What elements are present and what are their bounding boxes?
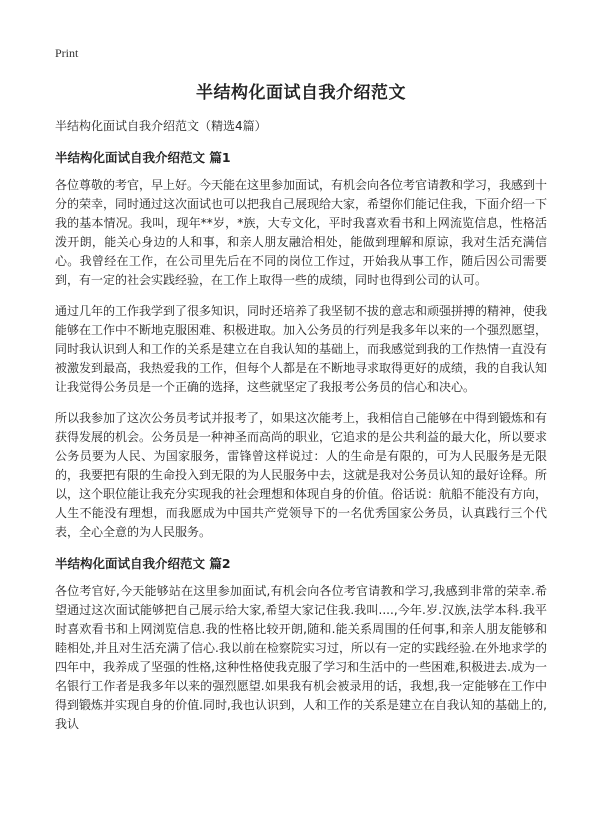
paragraph: 各位尊敬的考官，早上好。今天能在这里参加面试，有机会向各位考官请教和学习，我感到十分的荣幸，同时通过这次面试也可以把我自己展现给大家，希望你们能记住我，下面介绍一下我的基本情况。我叫，现年**岁，*族，大专文化，平时我喜欢看书和上网流览信息，性格活泼开朗，能关心身边的人和事，和亲人朋友融洽相处，能做到理解和原谅，我对生活充满信心。我曾经在工作，在公司里先后在不同的岗位工作过，开始我从事工作，随后因公司需要到，有一定的社会实践经验，在工作上取得一些的成绩，同时也得到公司的认可。: [55, 178, 548, 287]
page-title: 半结构化面试自我介绍范文: [196, 83, 406, 103]
paragraph: 各位考官好,今天能够站在这里参加面试,有机会向各位考官请教和学习,我感到非常的荣幸.希望通过这次面试能够把自己展示给大家,希望大家记住我.我叫....,今年.岁.汉族,法学本科.我平时喜欢看书和上网浏览信息.我的性格比较开朗,随和.能关系周围的任何事,和亲人朋友能够和睦相处,并且对生活充满了信心.我以前在检察院实习过，所以有一定的实践经验.在外地求学的四年中，我养成了坚强的性格,这种性格使我克服了学习和生活中的一些困难,积极进去.成为一名银行工作者是我多年以来的强烈愿望.如果我有机会被录用的话，我想,我一定能够在工作中得到锻炼并实现自身的价值.同时,我也认识到，人和工作的关系是建立在自我认知的基础上的,我认: [55, 584, 547, 731]
section-heading-2: 半结构化面试自我介绍范文 篇2: [55, 556, 231, 571]
document: [55, 78, 547, 746]
paragraph: 通过几年的工作我学到了很多知识，同时还培养了我坚韧不拔的意志和顽强拼搏的精神，使我能够在工作中不断地克服困难、积极进取。加入公务员的行列是我多年以来的一个强烈愿望，同时我认识到人和工作的关系是建立在自我认知的基础上，而我感觉到我的工作热情一直没有被激发到最高，我热爱我的工作，但每个人都是在不断地寻求取得更好的成绩，我的自我认知让我觉得公务员是一个正确的选择，这些就坚定了我报考公务员的信心和决心。: [55, 304, 548, 394]
section-heading-1: 半结构化面试自我介绍范文 篇1: [55, 150, 231, 165]
paragraph: 所以我参加了这次公务员考试并报考了，如果这次能考上，我相信自己能够在中得到锻炼和有获得发展的机会。公务员是一种神圣而高尚的职业，它追求的是公共利益的最大化，所以要求公务员要为人民、为国家服务，雷锋曾这样说过：人的生命是有限的，可为人民服务是无限的，我要把有限的生命投入到无限的为人民服务中去，这就是我对公务员认知的最好诠释。所以，这个职位能让我充分实现我的社会理想和体现自身的价值。俗话说：航船不能没有方向，人生不能没有理想，而我愿成为中国共产党领导下的一名优秀国家公务员，认真践行三个代表，全心全意的为人民服务。: [55, 411, 548, 539]
print-link[interactable]: Print: [55, 46, 79, 60]
page-subtitle: 半结构化面试自我介绍范文（精选4篇）: [55, 119, 267, 133]
